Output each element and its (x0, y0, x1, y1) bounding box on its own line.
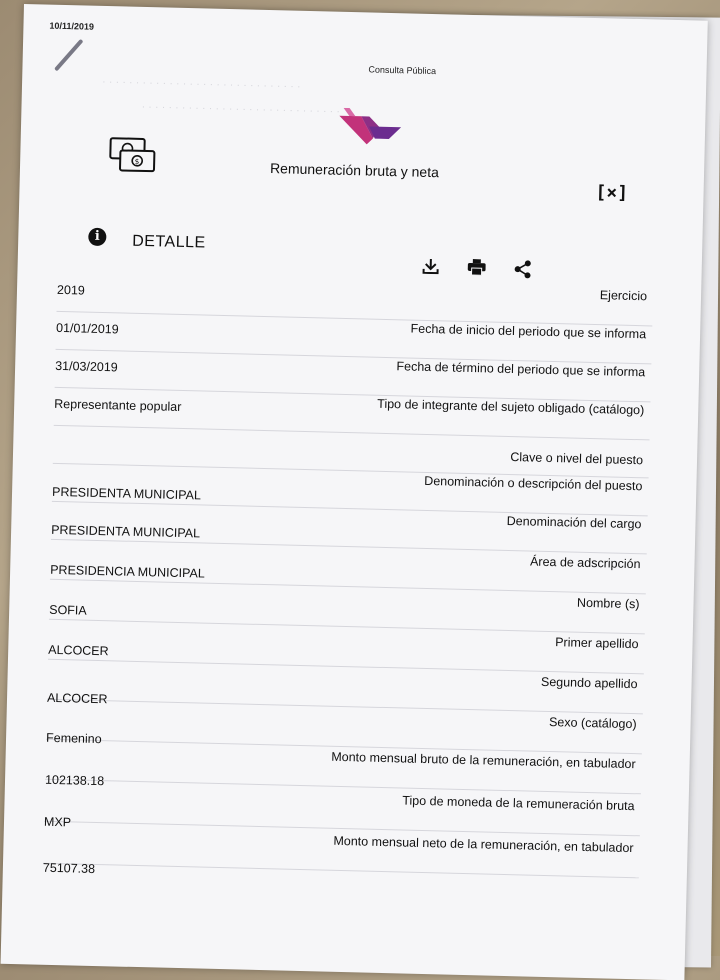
field-value: 31/03/2019 (55, 359, 118, 375)
field-label: Denominación del cargo (507, 514, 642, 531)
field-label: Fecha de inicio del periodo que se informa (410, 322, 646, 342)
field-label: Área de adscripción (530, 555, 641, 572)
close-button[interactable]: [×] (595, 182, 628, 204)
field-value: MXP (44, 815, 71, 830)
field-value: ALCOCER (48, 643, 109, 658)
page-title: Remuneración bruta y neta (270, 160, 439, 180)
field-label: Primer apellido (555, 635, 639, 651)
field-label: Fecha de término del periodo que se informa (396, 359, 645, 379)
show-through-text: · · · · · · · · · · · · · · · · · · · · · · · · · · · · · · (102, 76, 301, 93)
money-icon (108, 136, 157, 180)
info-icon: i (88, 228, 106, 246)
print-icon[interactable] (467, 259, 486, 280)
field-label: Monto mensual bruto de la remuneración, en tabulador (331, 750, 636, 771)
date-stamp: 10/11/2019 (49, 21, 94, 32)
field-value: 01/01/2019 (56, 321, 119, 337)
field-label: Segundo apellido (541, 675, 638, 691)
field-label: Denominación o descripción del puesto (424, 474, 642, 493)
field-value: Femenino (46, 731, 102, 746)
document-page (1, 4, 708, 980)
section-title: DETALLE (132, 233, 206, 253)
institution-logo (339, 108, 402, 151)
field-label: Tipo de moneda de la remuneración bruta (402, 793, 635, 813)
field-label: Tipo de integrante del sujeto obligado (catálogo) (377, 397, 644, 418)
field-label: Nombre (s) (577, 596, 640, 612)
download-icon[interactable] (421, 258, 440, 279)
share-icon[interactable] (513, 260, 532, 283)
svg-text:$: $ (135, 158, 140, 166)
field-value: Representante popular (54, 397, 181, 414)
field-value: PRESIDENCIA MUNICIPAL (50, 563, 205, 581)
field-value: ALCOCER (47, 691, 108, 706)
consulta-publica-label: Consulta Pública (368, 64, 436, 76)
field-value: 2019 (57, 283, 85, 298)
field-value: PRESIDENTA MUNICIPAL (52, 485, 201, 503)
field-value: PRESIDENTA MUNICIPAL (51, 523, 200, 541)
field-label: Sexo (catálogo) (549, 715, 637, 731)
field-value: 75107.38 (43, 861, 95, 876)
pen-mark (54, 39, 83, 72)
field-label: Clave o nivel del puesto (510, 450, 643, 467)
field-value: 102138.18 (45, 773, 104, 788)
field-label: Ejercicio (600, 288, 648, 303)
field-label: Monto mensual neto de la remuneración, en tabulador (333, 834, 633, 855)
show-through-text: · · · · · · · · · · · · · · · · · · · · · · · · · · · · · · (141, 101, 340, 118)
field-value: SOFIA (49, 603, 87, 618)
